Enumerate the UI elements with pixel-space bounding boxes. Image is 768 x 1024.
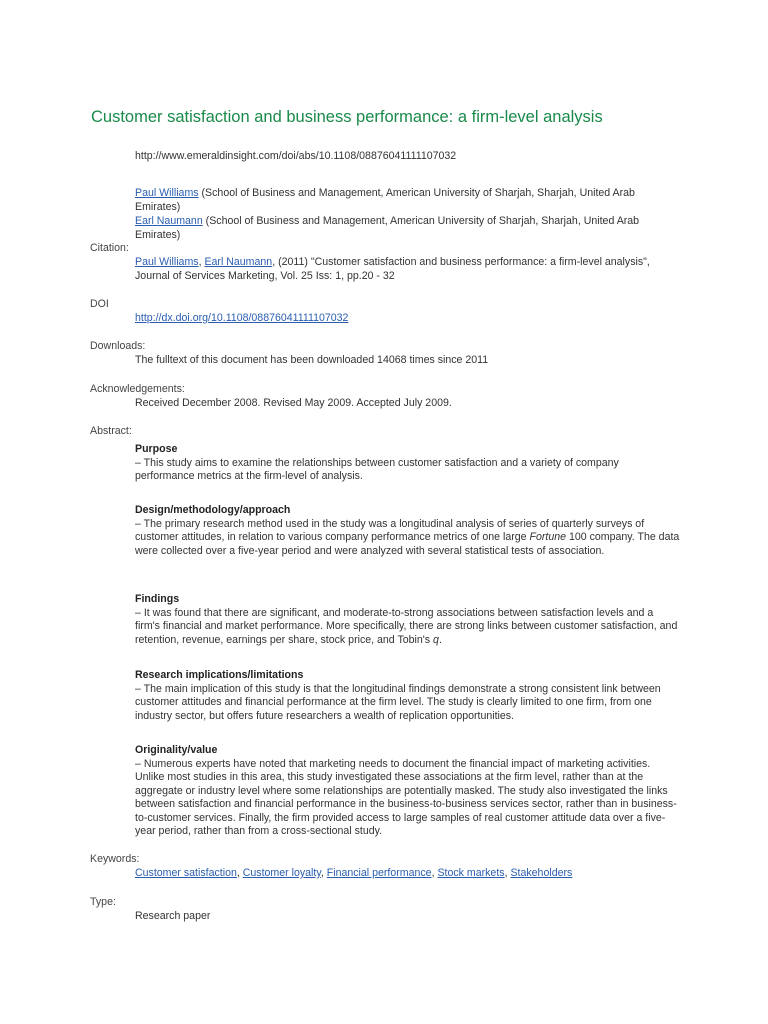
citation-author-link-earl-naumann[interactable]: Earl Naumann <box>204 256 273 268</box>
design-text-part: – The primary research method used in the study was a longitudinal analysis of series of quarterly surveys of customer attitudes, in relation to various company performance metrics of one large <box>135 517 645 543</box>
page-title: Customer satisfaction and business performance: a firm-level analysis <box>91 108 603 126</box>
findings-text-part: – It was found that there are significant, and moderate-to-strong associations between satisfaction levels and a firm's financial and market performance. More specifically, there are strong links between customer satisfaction, and retention, revenue, earnings per share, stock price, and Tobin's <box>135 606 678 646</box>
findings-heading: Findings <box>135 593 180 605</box>
keyword-link-stakeholders[interactable]: Stakeholders <box>510 867 573 879</box>
design-heading: Design/methodology/approach <box>135 504 291 516</box>
keyword-link-customer-loyalty[interactable]: Customer loyalty <box>242 867 321 879</box>
citation-author-link-paul-williams[interactable]: Paul Williams <box>135 256 199 268</box>
keyword-link-customer-satisfaction[interactable]: Customer satisfaction <box>135 867 237 879</box>
doi-value <box>135 312 680 326</box>
acknowledgements-text: Received December 2008. Revised May 2009. Accepted July 2009. <box>135 397 452 409</box>
downloads-text: The fulltext of this document has been downloaded 14068 times since 2011 <box>135 354 489 366</box>
keyword-separator: , <box>431 867 438 879</box>
originality-text: – Numerous experts have noted that marketing needs to document the financial impact of marketing activities. Unlike most studies in this area, this study investigated these associations at the firm level, rather than at the aggregate or industry level where some relationships are potentially masked. The study also investigated the links between satisfaction and financial performance in the business-to-business services sector, rather than in business-to-customer services. Finally, the firm provided access to large samples of real customer attitude data over a five-year period, rather than from a cross-sectional study. <box>135 757 677 837</box>
author-link-earl-naumann[interactable]: Earl Naumann <box>135 215 203 227</box>
findings-text-part: . <box>438 633 442 646</box>
author-link-paul-williams[interactable]: Paul Williams <box>135 187 199 199</box>
keyword-separator: , <box>236 867 243 879</box>
keyword-separator: , <box>320 867 327 879</box>
abstract-label: Abstract: <box>90 425 132 437</box>
design-italic: Fortune <box>529 531 567 543</box>
keywords-list <box>135 867 680 881</box>
article-url: http://www.emeraldinsight.com/doi/abs/10.1108/08876041111107032 <box>135 150 457 162</box>
citation-body: , (2011) "Customer satisfaction and business performance: a firm-level analysis", Journal of Services Marketing, Vol. 25 Iss: 1, pp.20 - 32 <box>135 256 650 282</box>
originality-heading: Originality/value <box>135 744 218 756</box>
citation-separator: , <box>198 256 205 268</box>
purpose-heading: Purpose <box>135 443 178 455</box>
design-text-part: 100 company. The data were collected over a five-year period and were analyzed with several statistical tests of association. <box>135 531 680 557</box>
type-label: Type: <box>90 896 116 908</box>
keyword-link-stock-markets[interactable]: Stock markets <box>437 867 505 879</box>
downloads-label: Downloads: <box>90 340 146 352</box>
keyword-link-financial-performance[interactable]: Financial performance <box>326 867 432 879</box>
citation-label: Citation: <box>90 242 129 254</box>
purpose-text: – This study aims to examine the relationships between customer satisfaction and a variety of company performance metrics at the firm-level of analysis. <box>135 456 619 482</box>
abstract-originality <box>135 744 680 839</box>
abstract-design <box>135 504 680 558</box>
research-heading: Research implications/limitations <box>135 669 304 681</box>
findings-italic: q <box>433 633 439 646</box>
doi-label: DOI <box>90 298 109 310</box>
citation-text <box>135 256 680 283</box>
design-text <box>135 518 680 559</box>
abstract-findings <box>135 593 680 647</box>
research-text: – The main implication of this study is that the longitudinal findings demonstrate a strong consistent link between customer attitudes and financial performance at the firm level. The study is clearly limited to one firm, from one industry sector, but offers future researchers a wealth of replication opportunities. <box>135 682 661 722</box>
type-value: Research paper <box>135 910 211 922</box>
abstract-purpose <box>135 443 680 484</box>
author-block-1 <box>135 187 680 214</box>
doi-link[interactable]: http://dx.doi.org/10.1108/08876041111107032 <box>135 312 349 324</box>
author-block-2 <box>135 215 680 242</box>
findings-text <box>135 607 680 648</box>
abstract-research <box>135 669 680 723</box>
author-affiliation: (School of Business and Management, American University of Sharjah, Sharjah, United Arab Emirates) <box>135 215 640 241</box>
author-affiliation: (School of Business and Management, American University of Sharjah, Sharjah, United Arab Emirates) <box>135 187 635 213</box>
acknowledgements-label: Acknowledgements: <box>90 383 185 395</box>
keyword-separator: , <box>504 867 511 879</box>
keywords-label: Keywords: <box>90 853 140 865</box>
